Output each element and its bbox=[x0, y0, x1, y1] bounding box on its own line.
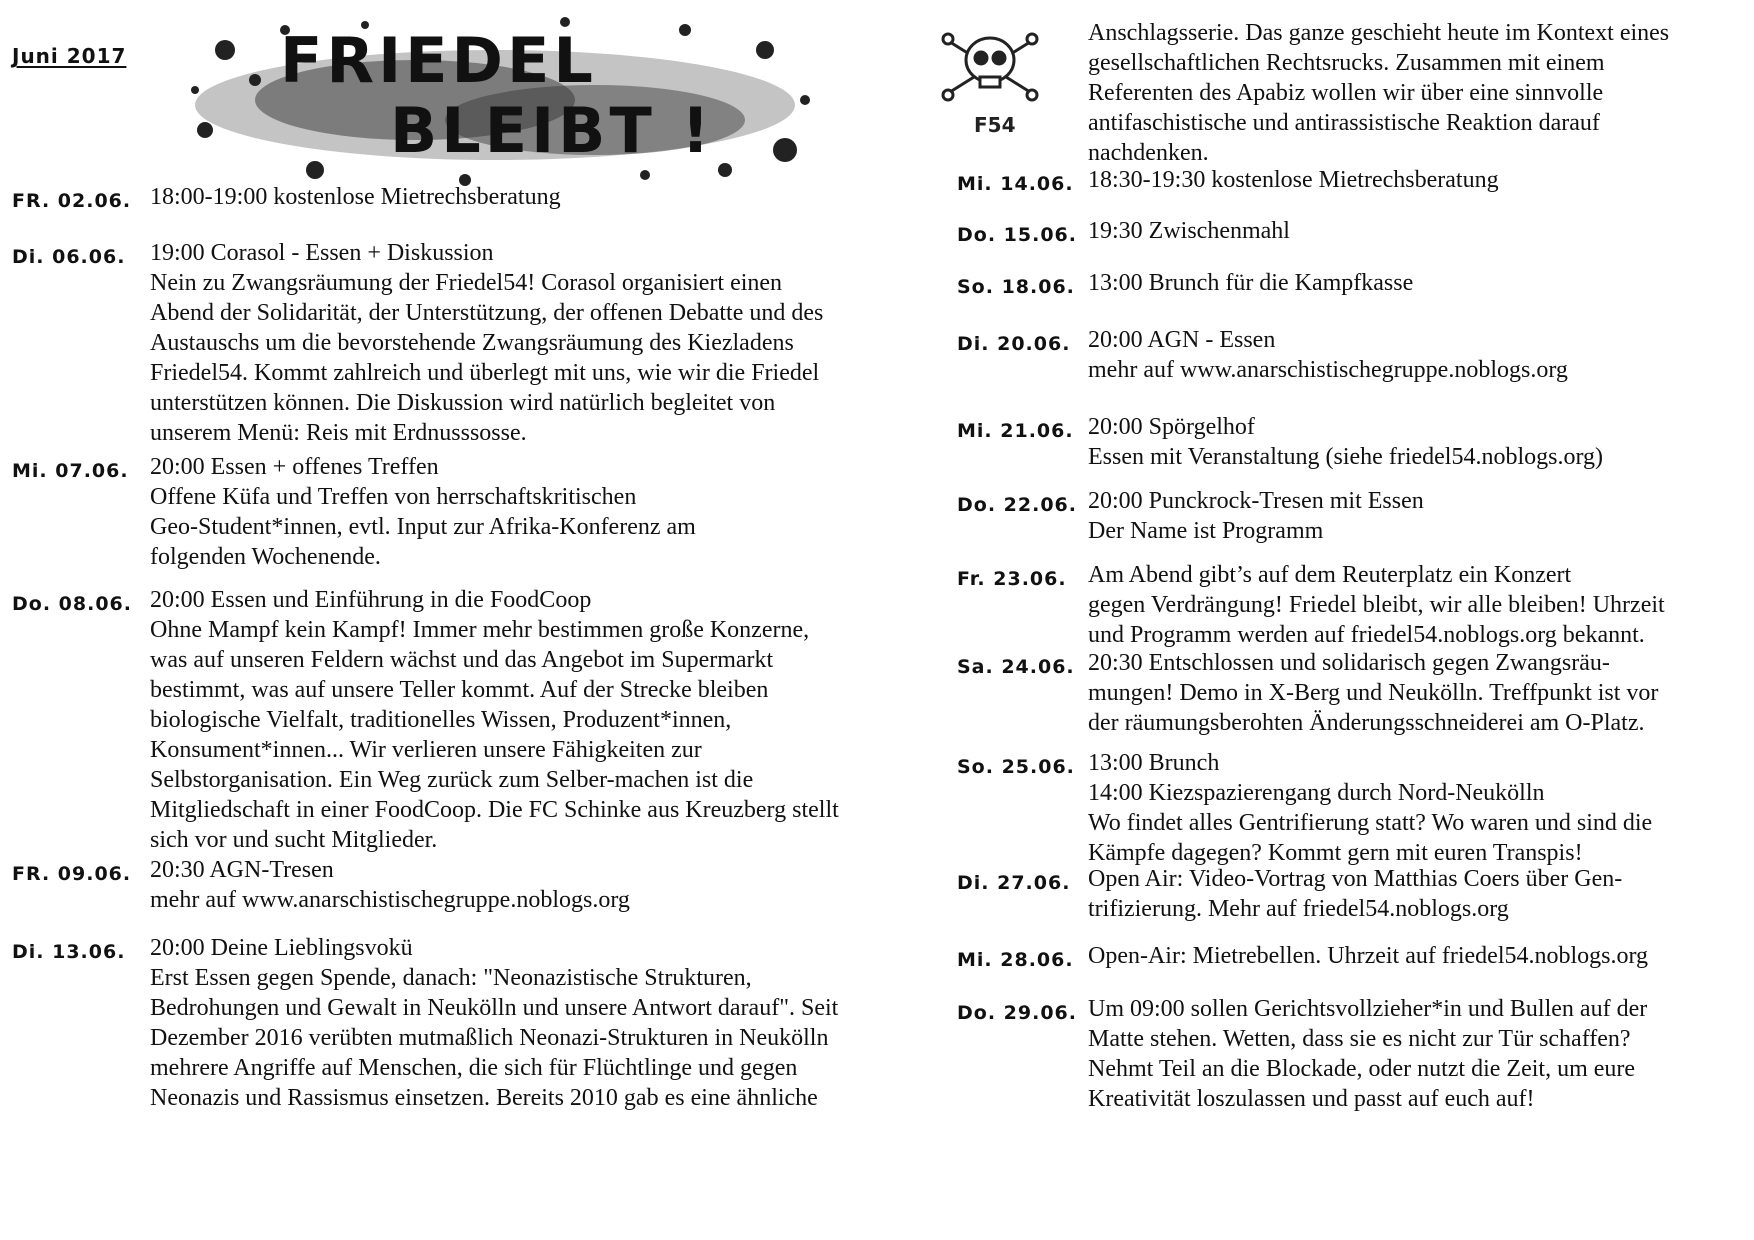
event-date: So. 18.06. bbox=[957, 276, 1075, 298]
event-date: Mi. 28.06. bbox=[957, 949, 1074, 971]
event-description: 20:00 Punckrock-Tresen mit Essen Der Name ist Programm bbox=[1088, 488, 1424, 544]
event-date: Do. 29.06. bbox=[957, 1002, 1077, 1024]
event-date: Mi. 21.06. bbox=[957, 420, 1074, 442]
continued-intro-text: Anschlagsserie. Das ganze geschieht heute im Kontext eines gesellschaftlichen Rechtsrucks. Zusammen mit einem Referenten des Apabiz wollen wir über eine sinnvolle antifaschistische und antirassistische Reaktion darauf nachdenken. bbox=[1088, 20, 1670, 166]
event-description: 13:00 Brunch 14:00 Kiezspazierengang durch Nord-Neukölln Wo findet alles Gentrifierung statt? Wo waren und sind die Kämpfe dagegen? Kommt gern mit euren Transpis! bbox=[1088, 750, 1653, 866]
event-date: FR. 02.06. bbox=[12, 190, 132, 212]
event-date: Mi. 07.06. bbox=[12, 460, 129, 482]
event-description: 13:00 Brunch für die Kampfkasse bbox=[1088, 270, 1414, 296]
event-description: 20:00 Essen und Einführung in die FoodCoop Ohne Mampf kein Kampf! Immer mehr bestimmen große Konzerne, was auf unseren Feldern wächst und das Angebot im Supermarkt bestimmt, was auf unsere Teller kommt. Auf der Strecke bleiben biologische Vielfalt, traditionelles Wissen, Produzent*innen, Konsument*innen... Wir verlieren unsere Fähigkeiten zur Selbstorganisation. Ein Weg zurück zum Selber-machen ist die Mitgliedschaft in einer FoodCoop. Die FC Schinke aus Kreuzberg stellt sich vor und sucht Mitglieder. bbox=[150, 587, 839, 853]
event-date: Di. 06.06. bbox=[12, 246, 126, 268]
event-description: 19:00 Corasol - Essen + Diskussion Nein zu Zwangsräumung der Friedel54! Corasol organisiert einen Abend der Solidarität, der Unterstützung, der offenen Debatte und des Austauschs um die bevorstehende Zwangsräumung des Kiezladens Friedel54. Kommt zahlreich und überlegt mit uns, wie wir die Friedel unterstützen können. Die Diskussion wird natürlich begleitet von unserem Menü: Reis mit Erdnusssosse. bbox=[150, 240, 824, 446]
skull-crossbones-icon bbox=[940, 22, 1040, 142]
event-date: Di. 20.06. bbox=[957, 333, 1071, 355]
event-date: FR. 09.06. bbox=[12, 863, 132, 885]
event-description: 18:00-19:00 kostenlose Mietrechsberatung bbox=[150, 184, 561, 210]
event-description: 18:30-19:30 kostenlose Mietrechsberatung bbox=[1088, 167, 1499, 193]
skull-label: F54 bbox=[974, 113, 1016, 137]
event-description: 20:30 Entschlossen und solidarisch gegen Zwangsräu- mungen! Demo in X-Berg und Neukölln. Treffpunkt ist vor der räumungsberohten Änderungsschneiderei am O-Platz. bbox=[1088, 650, 1659, 736]
event-description: 20:00 Spörgelhof Essen mit Veranstaltung (siehe friedel54.noblogs.org) bbox=[1088, 414, 1604, 470]
friedel-bleibt-logo bbox=[165, 10, 825, 190]
event-date: Do. 22.06. bbox=[957, 494, 1077, 516]
event-description: Open Air: Video-Vortrag von Matthias Coers über Gen- trifizierung. Mehr auf friedel54.noblogs.org bbox=[1088, 866, 1623, 922]
event-description: Am Abend gibt’s auf dem Reuterplatz ein Konzert gegen Verdrängung! Friedel bleibt, wir alle bleiben! Uhrzeit und Programm werden auf friedel54.noblogs.org bekannt. bbox=[1088, 562, 1665, 648]
event-description: Open-Air: Mietrebellen. Uhrzeit auf friedel54.noblogs.org bbox=[1088, 943, 1649, 969]
event-date: Mi. 14.06. bbox=[957, 173, 1074, 195]
event-description: 20:00 AGN - Essen mehr auf www.anarschistischegruppe.noblogs.org bbox=[1088, 327, 1568, 383]
event-description: 19:30 Zwischenmahl bbox=[1088, 218, 1290, 244]
event-date: So. 25.06. bbox=[957, 756, 1075, 778]
month-heading: Juni 2017 bbox=[12, 44, 127, 68]
event-date: Sa. 24.06. bbox=[957, 656, 1075, 678]
event-description: Um 09:00 sollen Gerichtsvollzieher*in und Bullen auf der Matte stehen. Wetten, dass sie es nicht zur Tür schaffen? Nehmt Teil an die Blockade, oder nutzt die Zeit, um eure Kreativität loszulassen und passt auf euch auf! bbox=[1088, 996, 1648, 1112]
event-date: Fr. 23.06. bbox=[957, 568, 1067, 590]
event-date: Di. 27.06. bbox=[957, 872, 1071, 894]
event-description: 20:00 Essen + offenes Treffen Offene Küfa und Treffen von herrschaftskritischen Geo-Student*innen, evtl. Input zur Afrika-Konferenz am folgenden Wochenende. bbox=[150, 454, 696, 570]
logo-line-1: FRIEDEL bbox=[280, 24, 597, 97]
event-description: 20:00 Deine Lieblingsvokü Erst Essen gegen Spende, danach: "Neonazistische Strukturen, Bedrohungen und Gewalt in Neukölln und unsere Antwort darauf". Seit Dezember 2016 verübten mutmaßlich Neonazi-Strukturen in Neukölln mehrere Angriffe auf Menschen, die sich für Flüchtlinge und gegen Neonazis und Rassismus einsetzen. Bereits 2010 gab es eine ähnliche bbox=[150, 935, 839, 1111]
event-description: 20:30 AGN-Tresen mehr auf www.anarschistischegruppe.noblogs.org bbox=[150, 857, 630, 913]
event-date: Do. 08.06. bbox=[12, 593, 132, 615]
event-date: Di. 13.06. bbox=[12, 941, 126, 963]
logo-line-2: BLEIBT ! bbox=[390, 94, 714, 167]
event-date: Do. 15.06. bbox=[957, 224, 1077, 246]
